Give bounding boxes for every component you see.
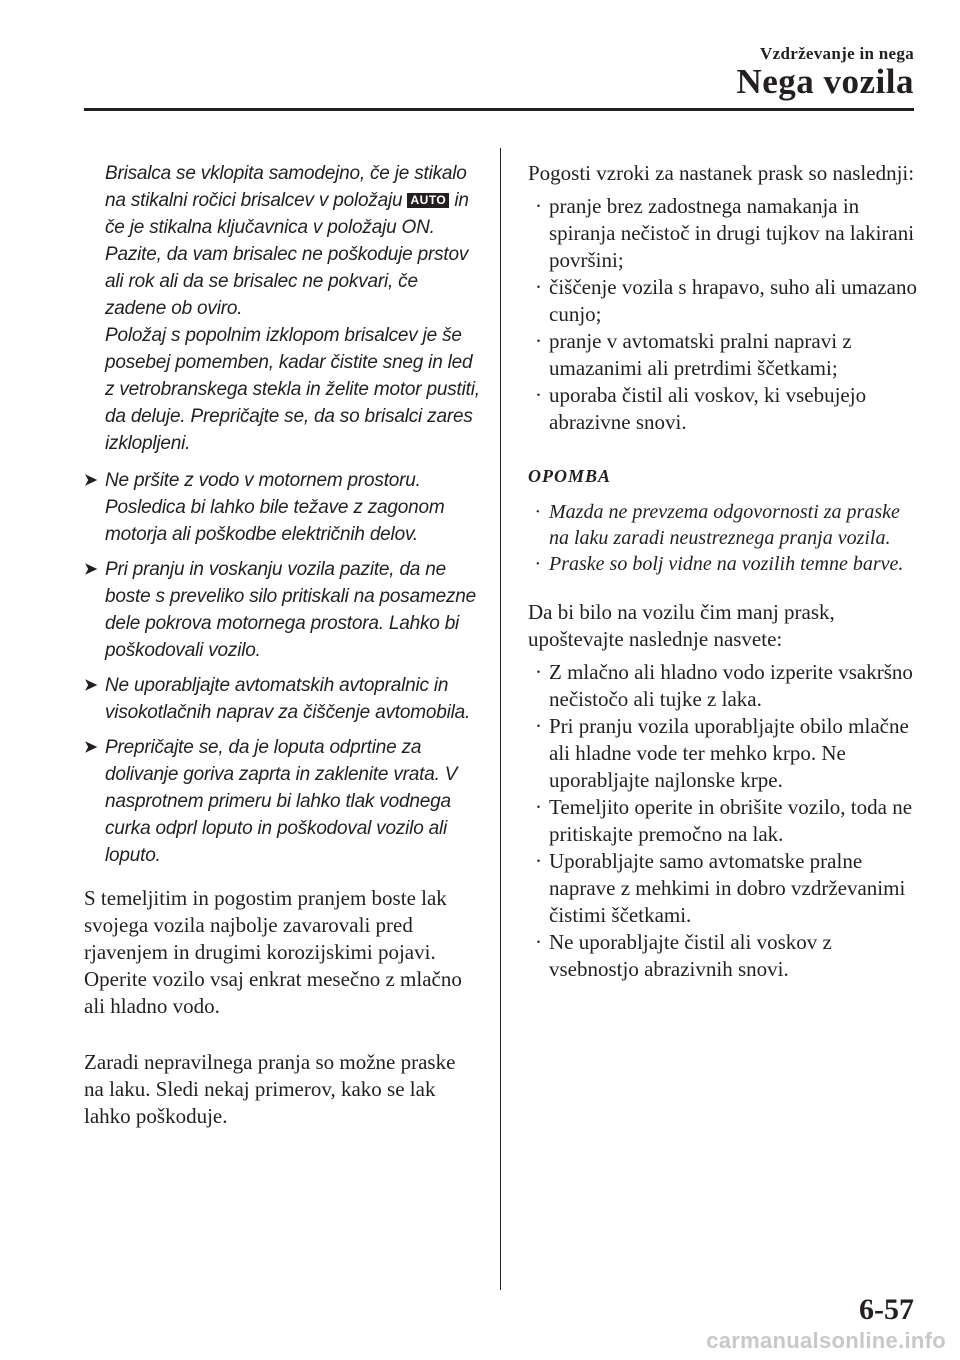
- section-title: Vzdrževanje in nega: [760, 44, 914, 63]
- left-column: [84, 160, 480, 1130]
- header-rule: [84, 108, 914, 111]
- bullet-icon: ·: [535, 795, 542, 819]
- body-paragraph: Zaradi nepravilnega pranja so možne praske na laku. Sledi nekaj primerov, kako se lak lahko poškoduje.: [84, 1050, 456, 1128]
- bullet-icon: ·: [535, 501, 540, 523]
- list-item: [528, 929, 920, 983]
- bullet-icon: ·: [535, 930, 542, 954]
- chevron-icon: ➤: [84, 472, 98, 489]
- list-item-text: Pri pranju vozila uporabljajte obilo mlačne ali hladne vode ter mehko krpo. Ne uporabljajte najlonske krpe.: [549, 714, 909, 792]
- list-item-text: uporaba čistil ali voskov, ki vsebujejo abrazivne snovi.: [549, 383, 867, 434]
- watermark: carmanualsonline.info: [706, 1328, 946, 1353]
- list-item: [528, 713, 920, 794]
- list-item: [528, 193, 920, 274]
- chevron-item: [84, 734, 480, 869]
- chevron-item: [84, 467, 480, 548]
- bullet-icon: ·: [535, 194, 542, 218]
- chevron-icon: ➤: [84, 561, 98, 578]
- chevron-item-text: Pri pranju in voskanju vozila pazite, da ne boste s preveliko silo pritiskali na posamezne dele pokrova motornega prostora. Lahko bi poškodovali vozilo.: [105, 559, 476, 661]
- warning-text-2: in če je stikalna ključavnica v položaju ON. Pazite, da vam brisalec ne poškoduje prstov ali rok ali da se brisalec ne pokvari, če zadene ob oviro.: [105, 190, 469, 319]
- list-item-text: pranje brez zadostnega namakanja in spiranja nečistoč in drugi tujkov na lakirani površini;: [549, 194, 915, 272]
- bullet-icon: ·: [535, 329, 542, 353]
- chevron-icon: ➤: [84, 739, 98, 756]
- list-item: [528, 274, 920, 328]
- list-item-text: čiščenje vozila s hrapavo, suho ali umazano cunjo;: [549, 275, 917, 326]
- list-item: [528, 848, 920, 929]
- bullet-icon: ·: [535, 714, 542, 738]
- note-item: [528, 499, 920, 551]
- chevron-item-text: Ne pršite z vodo v motornem prostoru. Posledica bi lahko bile težave z zagonom motorja ali poškodbe električnih delov.: [105, 470, 445, 545]
- chapter-title: Nega vozila: [736, 62, 914, 101]
- bullet-icon: ·: [535, 383, 542, 407]
- body-paragraph: S temeljitim in pogostim pranjem boste lak svojega vozila najbolje zavarovali pred rjavenjem in drugimi korozijskimi pojavi. Operite vozilo vsaj enkrat mesečno z mlačno ali hladno vodo.: [84, 886, 462, 1018]
- chevron-icon: ➤: [84, 677, 98, 694]
- list-item: [528, 794, 920, 848]
- list-item: [528, 328, 920, 382]
- causes-intro: Pogosti vzroki za nastanek prask so naslednji:: [528, 161, 915, 185]
- column-divider: [500, 148, 501, 1290]
- list-item: [528, 382, 920, 436]
- chevron-list: [84, 467, 480, 869]
- list-item-text: Temeljito operite in obrišite vozilo, toda ne pritiskajte premočno na lak.: [549, 795, 913, 846]
- note-item-text: Mazda ne prevzema odgovornosti za praske na laku zaradi neustreznega pranja vozila.: [549, 501, 900, 549]
- note-list: [528, 499, 920, 577]
- bullet-icon: ·: [535, 660, 542, 684]
- tips-intro: Da bi bilo na vozilu čim manj prask, upoštevajte naslednje nasvete:: [528, 600, 835, 651]
- bullet-icon: ·: [535, 275, 542, 299]
- right-column: [528, 160, 920, 983]
- warning-text-3: Položaj s popolnim izklopom brisalcev je še posebej pomemben, kadar čistite sneg in led z vetrobranskega stekla in želite motor pustiti, da deluje. Prepričajte se, da so brisalci zares izklopljeni.: [105, 325, 480, 454]
- list-item: [528, 659, 920, 713]
- list-item-text: pranje v avtomatski pralni napravi z umazanimi ali pretrdimi ščetkami;: [549, 329, 852, 380]
- bullet-icon: ·: [535, 553, 540, 575]
- chevron-item: [84, 556, 480, 664]
- auto-badge: AUTO: [407, 193, 449, 208]
- page-number: 6-57: [859, 1293, 914, 1326]
- list-item-text: Z mlačno ali hladno vodo izperite vsakršno nečistočo ali tujke z laka.: [549, 660, 913, 711]
- note-item-text: Praske so bolj vidne na vozilih temne barve.: [549, 553, 904, 575]
- bullet-icon: ·: [535, 849, 542, 873]
- warning-text-1: Brisalca se vklopita samodejno, če je stikalo na stikalni ročici brisalcev v položaju: [105, 163, 467, 211]
- tips-list: [528, 659, 920, 983]
- chevron-item: [84, 672, 480, 726]
- chevron-item-text: Prepričajte se, da je loputa odprtine za dolivanje goriva zaprta in zaklenite vrata. V nasprotnem primeru bi lahko tlak vodnega curka odprl loputo in poškodoval vozilo ali loputo.: [105, 737, 458, 866]
- note-heading: OPOMBA: [528, 466, 612, 486]
- list-item-text: Uporabljajte samo avtomatske pralne naprave z mehkimi in dobro vzdrževanimi čistimi ščetkami.: [549, 849, 906, 927]
- list-item-text: Ne uporabljajte čistil ali voskov z vsebnostjo abrazivnih snovi.: [549, 930, 832, 981]
- chevron-item-text: Ne uporabljajte avtomatskih avtopralnic in visokotlačnih naprav za čiščenje avtomobila.: [105, 675, 471, 723]
- causes-list: [528, 193, 920, 436]
- warning-continuation: [105, 160, 480, 457]
- note-item: [528, 551, 920, 577]
